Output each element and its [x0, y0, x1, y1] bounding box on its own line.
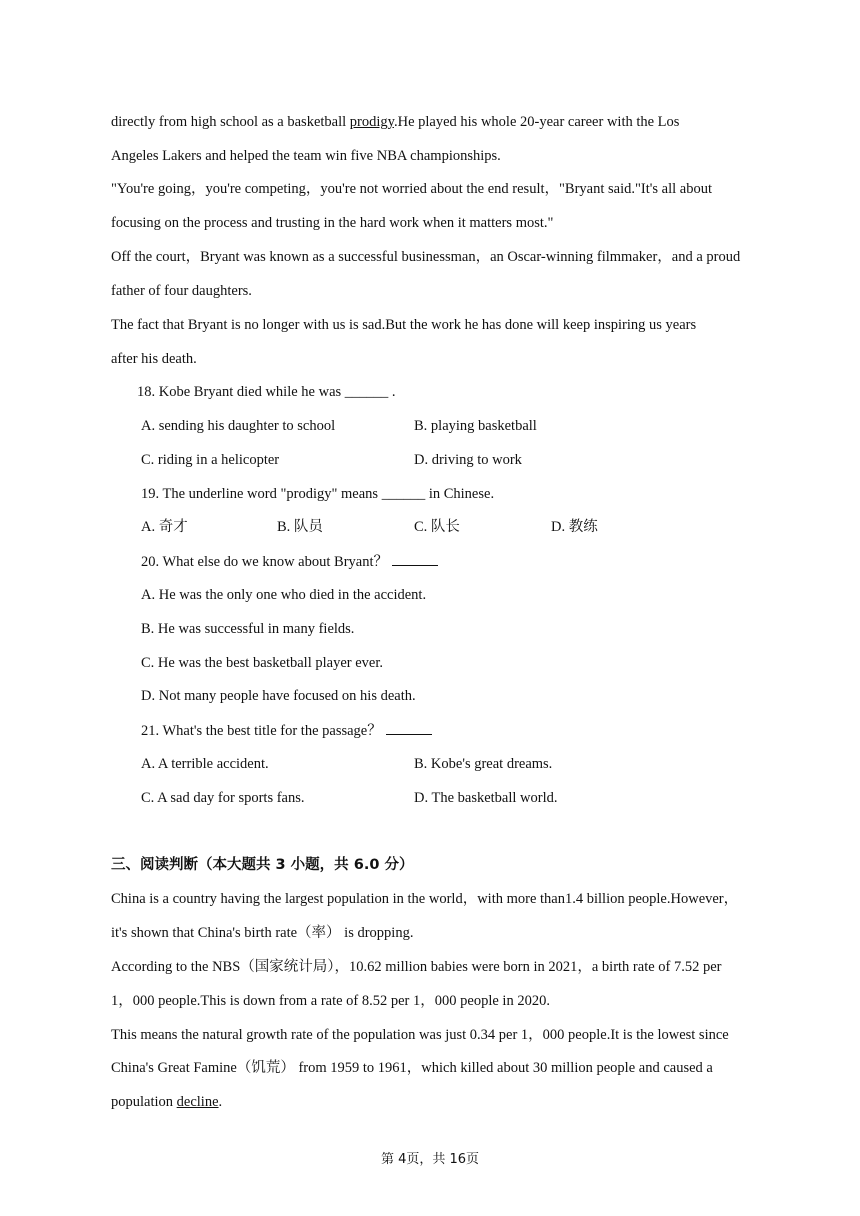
passage-line: This means the natural growth rate of the population was just 0.34 per 1，000 people.It is the lowest since: [111, 1027, 729, 1043]
q18-option-c: C. riding in a helicopter: [141, 452, 280, 468]
q20-option-d: D. Not many people have focused on his death.: [141, 688, 416, 704]
q20-option-a: A. He was the only one who died in the accident.: [141, 587, 427, 603]
passage-line: "You're going，you're competing，you're not worried about the end result，"Bryant said."It's all about: [111, 181, 712, 197]
q20-option-b: B. He was successful in many fields.: [141, 621, 355, 637]
passage-line: population decline.: [111, 1094, 223, 1110]
q19-option-b: B. 队员: [277, 519, 323, 535]
passage-line: According to the NBS（国家统计局），10.62 million babies were born in 2021，a birth rate of 7.52 per: [111, 959, 722, 975]
q21-option-a: A. A terrible accident.: [141, 756, 269, 772]
page-footer: 第 4页，共 16页: [380, 1152, 480, 1167]
passage-line: China's Great Famine（饥荒） from 1959 to 1961，which killed about 30 million people and caused a: [111, 1060, 713, 1076]
q18-option-a: A. sending his daughter to school: [141, 418, 336, 434]
q21-option-b: B. Kobe's great dreams.: [414, 756, 553, 772]
q18-option-b: B. playing basketball: [414, 418, 537, 434]
passage-line: Off the court，Bryant was known as a successful businessman，an Oscar-winning filmmaker，and a proud: [111, 249, 741, 265]
passage-line: father of four daughters.: [111, 283, 252, 299]
passage-line: China is a country having the largest population in the world，with more than1.4 billion people.However，: [111, 891, 739, 907]
passage-line: The fact that Bryant is no longer with us is sad.But the work he has done will keep inspiring us years: [111, 317, 697, 333]
q21-option-d: D. The basketball world.: [414, 790, 558, 806]
passage-line: it's shown that China's birth rate（率） is dropping.: [111, 925, 414, 941]
question-18-stem: 18. Kobe Bryant died while he was ______ .: [137, 384, 396, 400]
passage-line: 1，000 people.This is down from a rate of 8.52 per 1，000 people in 2020.: [111, 993, 550, 1009]
answer-blank: [392, 551, 438, 566]
passage-line: Angeles Lakers and helped the team win five NBA championships.: [111, 148, 501, 164]
section-heading: 三、阅读判断（本大题共 3 小题，共 6.0 分）: [111, 857, 414, 873]
passage-line: after his death.: [111, 351, 197, 367]
question-21-stem: 21. What's the best title for the passage？: [141, 720, 432, 741]
q21-option-c: C. A sad day for sports fans.: [141, 790, 305, 806]
answer-blank: [386, 720, 432, 735]
question-19-stem: 19. The underline word "prodigy" means ______ in Chinese.: [141, 486, 495, 502]
underlined-word-decline: decline: [176, 1094, 219, 1110]
q19-option-d: D. 教练: [551, 519, 598, 535]
q20-option-c: C. He was the best basketball player ever.: [141, 655, 383, 671]
q18-option-d: D. driving to work: [414, 452, 522, 468]
underlined-word-prodigy: prodigy: [349, 114, 394, 130]
passage-line: directly from high school as a basketball prodigy.He played his whole 20-year career with the Los: [111, 114, 680, 130]
q19-option-a: A. 奇才: [141, 519, 188, 535]
question-20-stem: 20. What else do we know about Bryant？: [141, 551, 438, 572]
passage-line: focusing on the process and trusting in the hard work when it matters most.": [111, 215, 554, 231]
q19-option-c: C. 队长: [414, 519, 460, 535]
